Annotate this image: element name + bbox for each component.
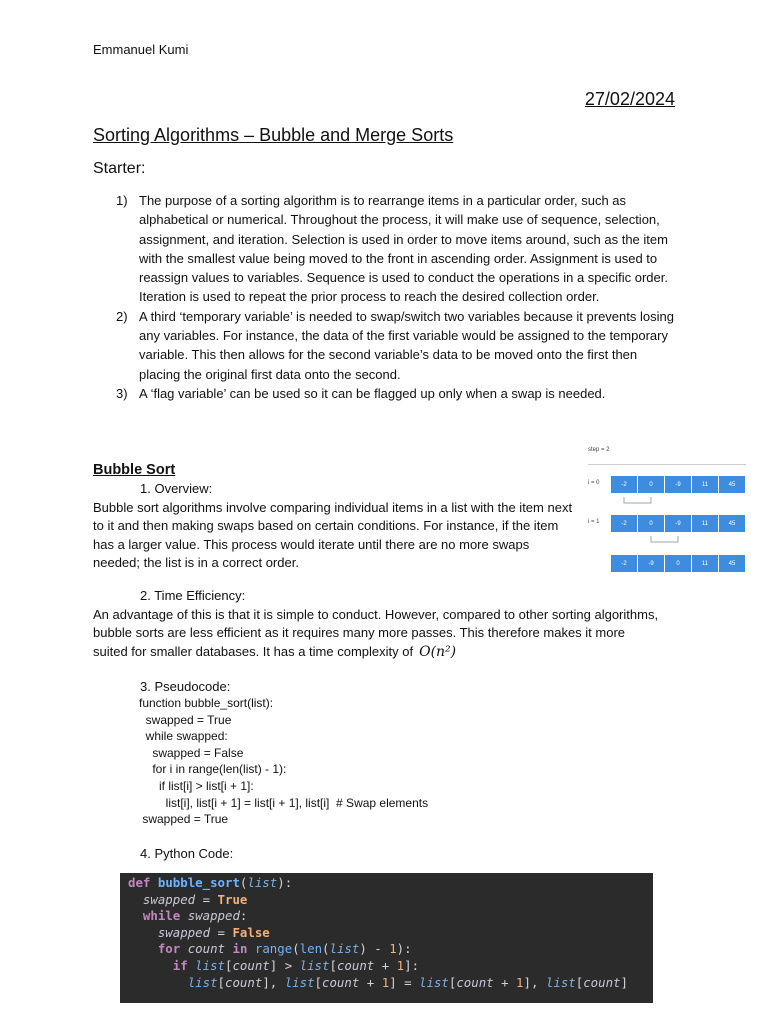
pseudocode-line: for i in range(len(list) - 1): [139,762,287,777]
array-cell: 45 [719,476,745,493]
list-number: 3) [116,385,128,401]
pseudocode-line: swapped = False [139,745,244,760]
array-cell: -9 [665,515,691,532]
code-line: list[count], list[count + 1] = list[count + 1], list[count] [187,974,628,990]
swap-arrow-icon [621,495,661,507]
pseudocode-line: list[i], list[i + 1] = list[i + 1], list[i] # Swap elements [139,795,429,810]
array-cell: -2 [611,515,637,532]
array-cell: -9 [665,476,691,493]
list-number: 2) [116,308,128,324]
starter-list [116,191,676,403]
complexity-formula: O(n²) [419,643,457,660]
code-line: for count in range(len(list) - 1): [157,941,412,957]
bubble-sort-heading: Bubble Sort [93,462,176,478]
code-line: swapped = True [142,891,248,907]
diagram-row [611,515,746,532]
diagram-row-label: i = 0 [588,480,600,486]
code-line: def bubble_sort(list): [128,875,293,890]
starter-heading: Starter: [93,160,146,177]
array-cell: 0 [638,476,664,493]
pseudocode-line: while swapped: [139,729,228,744]
code-line: swapped = False [157,924,270,940]
array-cell: 11 [692,555,718,572]
array-cell: -9 [638,555,664,572]
array-cell: 11 [692,515,718,532]
pseudocode-line: function bubble_sort(list): [139,696,274,710]
pseudocode-line: if list[i] > list[i + 1]: [139,778,254,793]
python-code-label: 4. Python Code: [140,846,234,861]
overview-text: Bubble sort algorithms involve comparing individual items in a list with the item next to it and then making swaps based on certain conditions. For instance, if the item has a larger value. This process would iterate until there are no more swaps needed; the list is in a correct order. [93,500,573,570]
pseudocode-line: swapped = True [139,712,232,727]
code-line: if list[count] > list[count + 1]: [172,957,420,973]
time-efficiency-body: An advantage of this is that it is simple to conduct. However, compared to other sorting algorithms, bubble sorts are less efficient as it requires many more passes. This therefore makes it more suited for smaller databases. It has a time complexity of [93,607,659,659]
array-cell: 0 [665,555,691,572]
overview-label: 1. Overview: [140,481,213,496]
list-item [116,191,676,307]
pseudocode-block [139,695,428,828]
page-title: Sorting Algorithms – Bubble and Merge Sorts [93,125,454,145]
array-cell: 45 [719,515,745,532]
array-cell: 11 [692,476,718,493]
pseudocode-line: swapped = True [139,812,229,827]
diagram-row-label: i = 1 [588,519,600,525]
list-item [116,384,676,403]
pseudocode-label: 3. Pseudocode: [140,679,231,694]
python-code-block [120,873,653,1003]
list-text: A third ‘temporary variable’ is needed to swap/switch two variables because it prevents losing any variables. For instance, the data of the first variable would be assigned to the temporary variable. This then allows for the second variable’s data to be moved onto the first then placing the original first data onto the second. [139,308,674,382]
list-item [116,307,676,384]
array-cell: -2 [611,555,637,572]
document-date: 27/02/2024 [584,89,675,109]
bubble-sort-diagram [586,446,748,576]
array-cell: 0 [638,515,664,532]
array-cell: 45 [719,555,745,572]
code-line: while swapped: [142,908,248,924]
list-text: The purpose of a sorting algorithm is to rearrange items in a particular order, such as alphabetical or numerical. Throughout the process, it will make use of sequence, selection, assignment, and iteration. Selection is used in order to move items around, such as the item with the smallest value being moved to the front in ascending order. Assignment is used to reassign values to variables. Sequence is used to conduct the operations in a specific order. Iteration is used to repeat the prior process to reach the desired collection order. [139,193,668,305]
list-number: 1) [116,193,128,208]
author-name: Emmanuel Kumi [93,42,189,57]
time-efficiency-label: 2. Time Efficiency: [140,588,246,603]
diagram-row [611,476,746,493]
diagram-divider [588,464,746,465]
array-cell: -2 [611,476,637,493]
diagram-step-label: step = 2 [588,447,610,453]
swap-arrow-icon [648,534,688,546]
diagram-row [611,555,746,572]
time-efficiency-text [93,606,663,661]
list-text: A ‘flag variable’ can be used so it can be flagged up only when a swap is needed. [139,385,606,401]
